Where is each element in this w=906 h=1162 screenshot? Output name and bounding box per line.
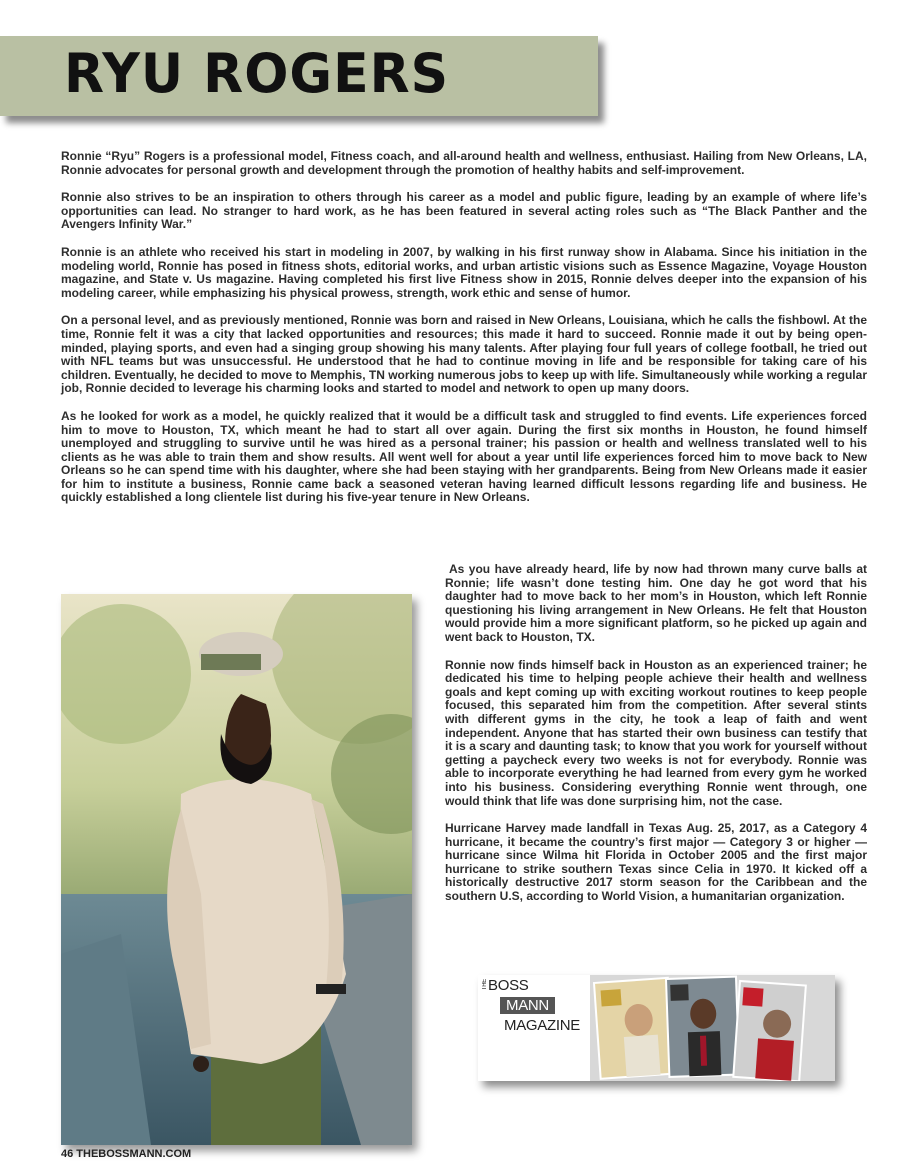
brand-the: THE [482,979,488,991]
page-footer: 46 THEBOSSMANN.COM [61,1148,192,1160]
paragraph: Ronnie is an athlete who received his start in modeling in 2007, by walking in his first runway show in Alabama. Since his initiation in the modeling world, Ronnie has posed in fitness shots, editorial works, and urban artistic visions such as Essence Magazine, Voyage Houston magazine, and State v. Us magazine. Having completed his first live Fitness show in 2015, Ronnie delves deeper into the expansion of his modeling career, while emphasizing his physical prowess, strength, work ethic and sense of humor. [61,244,867,300]
article-title: RYU ROGERS [64,42,450,106]
article-body [61,150,867,519]
brand-mann: MANN [500,997,555,1014]
article-column [445,563,867,918]
magazine-ad [478,975,835,1081]
paragraph: Ronnie now finds himself back in Houston as an experienced trainer; he dedicated his time to helping people achieve their health and wellness goals and kept coming up with exciting workout routines to keep people focused, this separated him from the competition. After several stints with different gyms in the city, he took a leap of faith and went independent. Anyone that has started their own business can testify that it is a scary and daunting task; to know that you work for yourself without getting a paycheck every two weeks is not for everybody. Ronnie was able to incorporate everything he had learned from every gym he worked into his business. Considering everything Ronnie went through, one would think that life was done surprising him, not the case. [445,657,867,808]
title-banner [0,36,598,116]
brand-magazine: MAGAZINE [504,1017,580,1034]
ad-brand-logo [478,975,590,1081]
paragraph: On a personal level, and as previously mentioned, Ronnie was born and raised in New Orleans, Louisiana, which he calls the fishbowl. At the time, Ronnie felt it was a city that lacked opportunities and resources; this made it hard to succeed. Ronnie made it out by being open-minded, playing sports, and even had a singing group showing his many talents. After playing four full years of college football, he tried out with NFL teams but was unsuccessful. He understood that he had to continue moving in life and be responsible for taking care of his children. Eventually, he decided to move to Memphis, TN working numerous jobs to keep up with life. Simultaneously while working a regular job, Ronnie decided to leverage his charming looks and started to model and network to open up many doors. [61,313,867,396]
portrait-photo [61,594,412,1145]
paragraph: Ronnie “Ryu” Rogers is a professional model, Fitness coach, and all-around health and wellness, enthusiast. Hailing from New Orleans, LA, Ronnie advocates for personal growth and development through the promotion of healthy habits and self-improvement. [61,149,867,177]
brand-boss: BOSS [488,977,529,994]
paragraph: Ronnie also strives to be an inspiration to others through his career as a model and public figure, leading by an example of where life’s opportunities can lead. No stranger to hard work, as he has been featured in several acting roles such as “The Black Panther and the Avengers Infinity War.” [61,190,867,232]
paragraph: As he looked for work as a model, he quickly realized that it would be a difficult task and struggled to find events. Life experiences forced him to move to Houston, TX, which meant he had to start all over again. During the first six months in Houston, he found himself unemployed and struggling to survive until he was hired as a personal trainer; his passion or health and wellness translated well to his clients as he was able to train them and show results. All went well for about a year until life experiences forced him to move back to New Orleans so he can spend time with his daughter, where she had been staying with her grandparents. Being from New Orleans made it easier for him to institute a business, Ronnie came back a seasoned veteran having learned difficult lessons regarding life and business. He quickly established a long clientele list during his five-year tenure in New Orleans. [61,408,867,505]
paragraph: Hurricane Harvey made landfall in Texas Aug. 25, 2017, as a Category 4 hurricane, it became the country’s first major — Category 3 or higher — hurricane since Wilma hit Florida in October 2005 and the first major hurricane to strike southern Texas since Celia in 1970. It kicked off a historically destructive 2017 storm season for the Caribbean and the southern U.S, according to World Vision, a humanitarian organization. [445,821,867,904]
paragraph: As you have already heard, life by now had thrown many curve balls at Ronnie; life wasn’t done testing him. One day he got word that his daughter had to move back to her mom’s in Houston, which left Ronnie questioning his living arrangement in New Orleans. He felt that Houston would provide him a more significant platform, so he picked up again and went back to Houston, TX. [445,562,867,644]
